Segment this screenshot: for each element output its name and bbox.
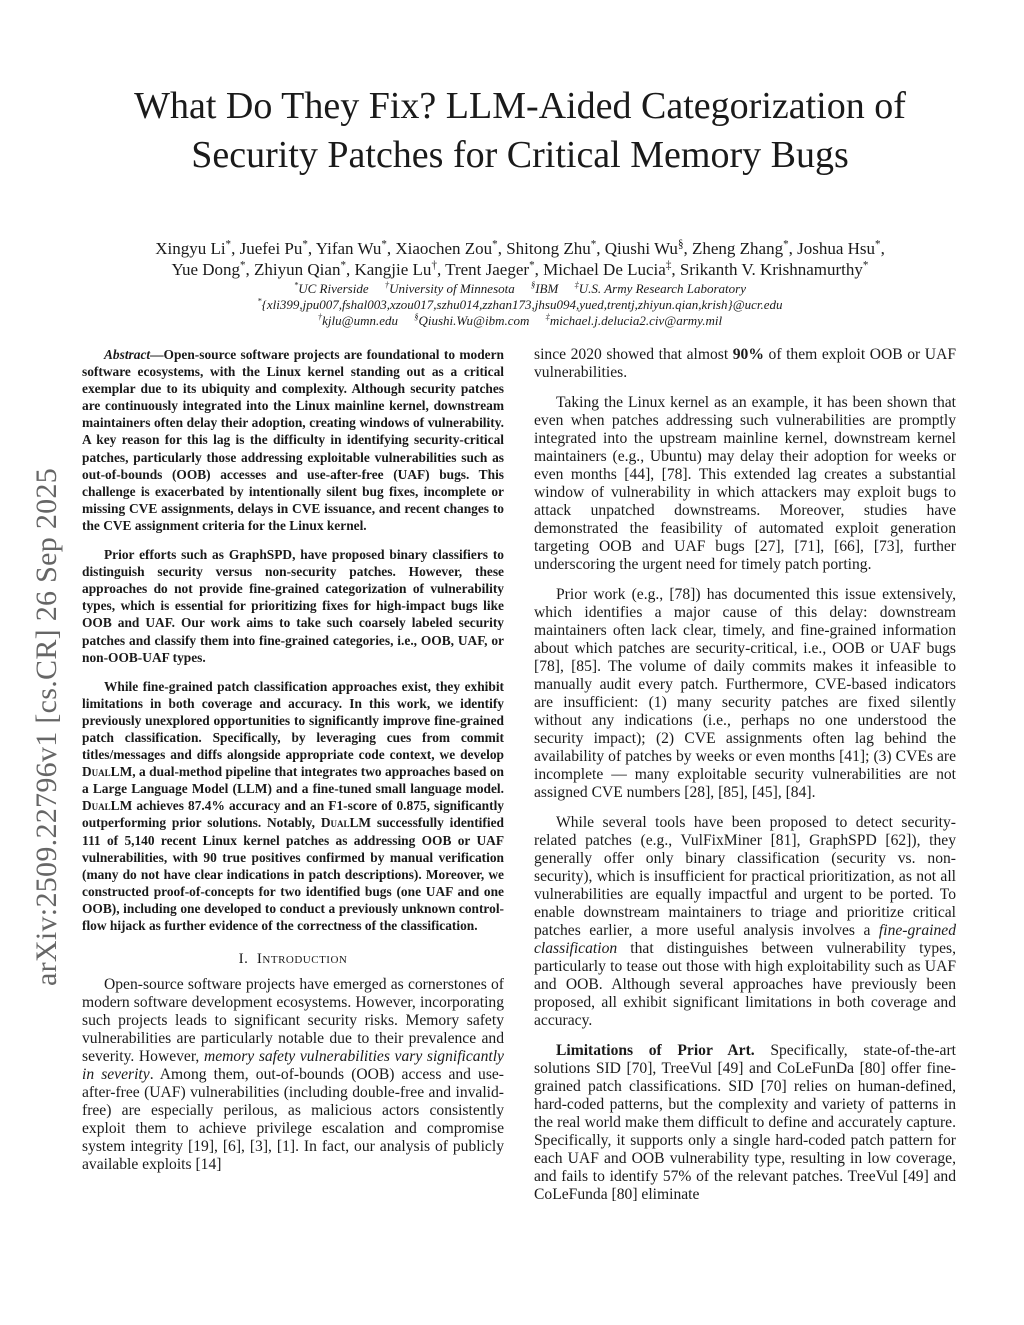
author: Yue Dong*: [171, 259, 246, 279]
intro-paragraph-4: While several tools have been proposed to detect security-related patches (e.g., VulFixMiner [81], GraphSPD [62]), they generally offer only binary classification (security vs. non-security), which is insufficient for practical prioritization, as not all vulnerabilities are equally impactful and urgent to be ported. To enable downstream maintainers to triage and prioritize critical patches earlier, a more useful analysis involves a fine-grained classification that distinguishes between vulnerability types, particularly to tease out those with high exploitability such as UAF and OOB. Although several approaches have previously been proposed, all exhibit significant limitations in both coverage and accuracy.: [534, 814, 956, 1029]
author: Qiushi Wu§: [604, 238, 684, 258]
email-line-other: †kjlu@umn.edu §Qiushi.Wu@ibm.com ‡michael.j.delucia2.civ@army.mil: [317, 311, 723, 328]
arxiv-watermark: arXiv:2509.22796v1 [cs.CR] 26 Sep 2025: [30, 467, 63, 986]
author: Xingyu Li*: [155, 238, 232, 258]
author: Juefei Pu*: [239, 238, 308, 258]
section-heading: I. Introduction: [238, 951, 348, 968]
abstract-paragraph-1: Abstract—Open-source software projects are foundational to modern software ecosystems, with the Linux kernel standing out as a critical exemplar due to its ubiquity and complexity. Although security patches are continuously integrated into the Linux mainline kernel, downstream maintainers often delay their adoption, creating windows of vulnerability. A key reason for this lag is the difficulty in identifying security-critical patches, particularly those addressing exploitable vulnerabilities such as out-of-bounds (OOB) accesses and use-after-free (UAF) bugs. This challenge is exacerbated by intentionally silent bug fixes, incomplete or missing CVE assignments, delays in CVE issuance, and recent changes to the CVE assignment criteria for the Linux kernel.: [82, 347, 504, 533]
left-column: [82, 346, 504, 1186]
author: Yifan Wu*: [315, 238, 387, 258]
abstract: [82, 346, 504, 934]
author-list: [90, 238, 950, 280]
intro-paragraph-1: Open-source software projects have emerged as cornerstones of modern software development ecosystems. However, incorporating such projects leads to significant security risks. Memory safety vulnerabilities are particularly notable due to their prevalence and severity. However, memory safety vulnerabilities vary significantly in severity. Among them, out-of-bounds (OOB) access and use-after-free (UAF) vulnerabilities (including double-free and invalid-free) are especially perilous, as malicious actors consistently exploit them to achieve privilege escalation and compromise system integrity [19], [6], [3], [1]. In fact, our analysis of publicly available exploits [14]: [82, 976, 505, 1174]
author: Joshua Hsu*: [797, 238, 881, 258]
title-line-1: What Do They Fix? LLM-Aided Categorization of: [134, 85, 906, 127]
affiliations: [90, 281, 950, 329]
paper-title: [80, 82, 960, 180]
institution-line: *UC Riverside †University of Minnesota §IBM ‡U.S. Army Research Laboratory: [294, 279, 746, 296]
author: Shitong Zhu*: [506, 238, 597, 258]
author-line-2: Yue Dong*, Zhiyun Qian*, Kangjie Lu†, Trent Jaeger*, Michael De Lucia‡, Srikanth V. Krishnamurthy*: [171, 259, 869, 279]
author: Zheng Zhang*: [691, 238, 789, 258]
author: Srikanth V. Krishnamurthy*: [679, 259, 869, 279]
intro-paragraph-5: Limitations of Prior Art. Specifically, state-of-the-art solutions SID [70], TreeVul [49] and CoLeFunDa [80] offer fine-grained patch classifications. SID [70] relies on human-defined, hard-coded patterns, but the complexity and variety of patterns in the real world make them difficult to define and accurately capture. Specifically, it supports only a single hard-coded patch pattern for each UAF and OOB vulnerability type, resulting in low coverage, and fails to identify 57% of the relevant patches. TreeVul [49] and CoLeFunda [80] eliminate: [534, 1042, 956, 1203]
title-line-2: Security Patches for Critical Memory Bugs: [191, 134, 849, 176]
right-column: [534, 346, 956, 1216]
email-line-ucr: *{xli399,jpu007,fshal003,xzou017,szhu014,zzhan173,jhsu094,yued,trentj,zhiyun.qian,krish}@ucr.edu: [257, 295, 783, 312]
intro-paragraph-1-continued: since 2020 showed that almost 90% of them exploit OOB or UAF vulnerabilities.: [534, 346, 957, 381]
author: Zhiyun Qian*: [254, 259, 346, 279]
author-line-1: Xingyu Li*, Juefei Pu*, Yifan Wu*, Xiaochen Zou*, Shitong Zhu*, Qiushi Wu§, Zheng Zhang*, Joshua Hsu*,: [155, 238, 885, 258]
abstract-paragraph-2: Prior efforts such as GraphSPD, have proposed binary classifiers to distinguish security versus non-security patches. However, these approaches do not provide fine-grained categorization of vulnerability types, which is essential for prioritizing fixes for high-impact bugs like OOB and UAF. Our work aims to take such coarsely labeled security patches and classify them into fine-grained categories, i.e., OOB, UAF, or non-OOB-UAF types.: [82, 547, 504, 665]
intro-paragraph-2: Taking the Linux kernel as an example, it has been shown that even when patches addressing such vulnerabilities are promptly integrated into the upstream mainline kernel, downstream kernel maintainers (e.g., Ubuntu) may delay their adoption for weeks or even months [44], [78]. This extended lag creates a substantial window of vulnerability in which attackers may exploit bugs to attack unpatched downstreams. Moreover, studies have demonstrated the feasibility of automated exploit generation targeting OOB and UAF bugs [27], [71], [66], [73], further underscoring the urgent need for timely patch porting.: [534, 394, 956, 573]
abstract-paragraph-3: While fine-grained patch classification approaches exist, they exhibit limitations in both coverage and accuracy. In this work, we identify previously unexplored opportunities to significantly improve fine-grained patch classification. Specifically, by leveraging cues from commit titles/messages and diffs alongside appropriate code context, we develop DualLM, a dual-method pipeline that integrates two approaches based on a Large Language Model (LLM) and a fine-tuned small language model. DualLM achieves 87.4% accuracy and an F1-score of 0.875, significantly outperforming prior solutions. Notably, DualLM successfully identified 111 of 5,140 recent Linux kernel patches as addressing OOB or UAF vulnerabilities, with 90 true positives confirmed by manual verification (many do not have clear indications in patch descriptions). Moreover, we constructed proof-of-concepts for two identified bugs (one UAF and one OOB), including one developed to conduct a previously unknown control-flow hijack as further evidence of the correctness of the classification.: [82, 678, 504, 933]
author: Xiaochen Zou*: [395, 238, 498, 258]
author: Kangjie Lu†: [354, 259, 437, 279]
intro-paragraph-3: Prior work (e.g., [78]) has documented this issue extensively, which identifies a major cause of this delay: downstream maintainers often lack clear, timely, and fine-grained information about which patches are security-critical, i.e., OOB or UAF bugs [78], [85]. The volume of daily commits makes it infeasible to manually audit every patch. Furthermore, CVE-based indicators are insufficient: (1) many security patches are fixed silently without any indications (i.e., perhaps no one understood the security impact); (2) CVE assignments often lag behind the availability of patches by weeks or even months [41]; (3) CVEs are incomplete — many exploitable security vulnerabilities are not assigned CVE numbers [28], [85], [45], [84].: [534, 586, 956, 801]
author: Trent Jaeger*: [445, 259, 535, 279]
author: Michael De Lucia‡: [543, 259, 672, 279]
